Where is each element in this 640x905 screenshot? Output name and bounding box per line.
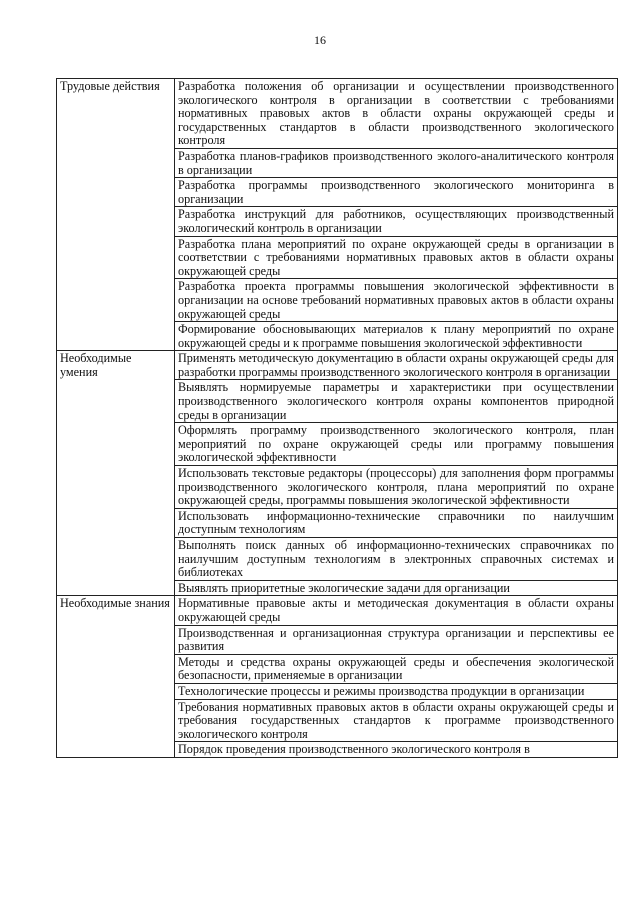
labor-functions-table [56,78,618,758]
table-row [57,79,618,149]
section-label-labor-actions: Трудовые действия [57,79,175,351]
list-item: Выявлять приоритетные экологические задачи для организации [175,580,618,596]
list-item: Технологические процессы и режимы производства продукции в организации [175,683,618,699]
list-item: Формирование обосновывающих материалов к плану мероприятий по охране окружающей среды и к программе повышения экологической эффективности [175,322,618,351]
page-number: 16 [314,33,326,47]
list-item: Выполнять поиск данных об информационно-технических справочниках по наилучшим доступным технологиям в электронных справочных системах и библиотеках [175,538,618,581]
table-row [57,596,618,625]
table-row [57,351,618,380]
list-item: Использовать информационно-технические справочники по наилучшим доступным технологиям [175,508,618,537]
list-item: Методы и средства охраны окружающей среды и обеспечения экологической безопасности, применяемые в организации [175,654,618,683]
list-item: Производственная и организационная структура организации и перспективы ее развития [175,625,618,654]
section-label-required-skills: Необходимые умения [57,351,175,596]
list-item: Разработка планов-графиков производственного эколого-аналитического контроля в организации [175,148,618,177]
list-item: Применять методическую документацию в области охраны окружающей среды для разработки программы производственного экологического контроля в организации [175,351,618,380]
section-label-required-knowledge: Необходимые знания [57,596,175,758]
list-item: Разработка положения об организации и осуществлении производственного экологического контроля в организации в соответствии с требованиями нормативных правовых актов в области охраны окружающей среды и государственных стандартов в области производственного экологического контроля [175,79,618,149]
list-item: Разработка инструкций для работников, осуществляющих производственный экологический контроль в организации [175,207,618,236]
list-item: Требования нормативных правовых актов в области охраны окружающей среды и требования государственных стандартов к программе производственного экологического контроля [175,699,618,742]
list-item: Выявлять нормируемые параметры и характеристики при осуществлении производственного экологического контроля охраны компонентов природной среды в организации [175,380,618,423]
list-item: Использовать текстовые редакторы (процессоры) для заполнения форм программы производственного экологического контроля, плана мероприятий по охране окружающей среды, программы повышения экологической эффективности [175,466,618,509]
list-item: Разработка плана мероприятий по охране окружающей среды в организации в соответствии с требованиями нормативных правовых актов в области охраны окружающей среды [175,236,618,279]
list-item: Разработка проекта программы повышения экологической эффективности в организации на основе требований нормативных правовых актов в области охраны окружающей среды [175,279,618,322]
list-item: Нормативные правовые акты и методическая документация в области охраны окружающей среды [175,596,618,625]
list-item: Оформлять программу производственного экологического контроля, план мероприятий по охране окружающей среды или программу повышения экологической эффективности [175,423,618,466]
list-item: Порядок проведения производственного экологического контроля в [175,742,618,758]
list-item: Разработка программы производственного экологического мониторинга в организации [175,178,618,207]
